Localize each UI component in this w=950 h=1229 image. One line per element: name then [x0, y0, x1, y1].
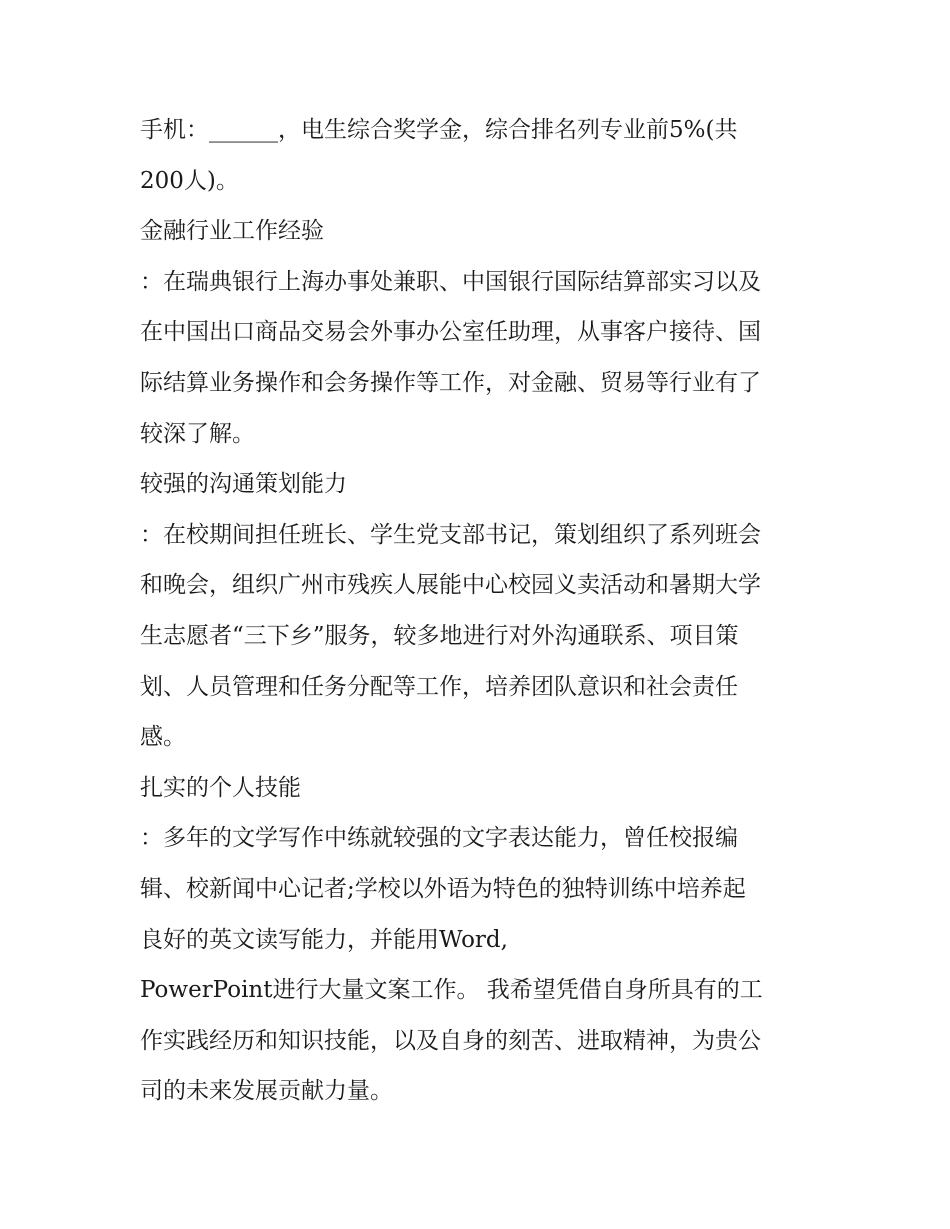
text-line-communication-4: 划、人员管理和任务分配等工作，培养团队意识和社会责任 — [140, 673, 738, 700]
text-line-ranking-total: 200人)。 — [140, 167, 239, 194]
text-line-communication-1: ：在校期间担任班长、学生党支部书记，策划组织了系列班会 — [140, 521, 761, 548]
heading-personal-skills: 扎实的个人技能 — [140, 774, 301, 801]
heading-communication-skills: 较强的沟通策划能力 — [140, 471, 347, 498]
text-line-finance-2: 在中国出口商品交易会外事办公室任助理，从事客户接待、国 — [140, 319, 761, 346]
text-line-skills-4: PowerPoint进行大量文案工作。 我希望凭借自身所具有的工 — [140, 977, 763, 1004]
text-line-finance-4: 较深了解。 — [140, 420, 255, 447]
text-line-closing-1: 作实践经历和知识技能，以及自身的刻苦、进取精神，为贵公 — [140, 1027, 761, 1054]
text-line-skills-1: ：多年的文学写作中练就较强的文字表达能力，曾任校报编 — [140, 825, 738, 852]
text-line-communication-5: 感。 — [140, 724, 186, 751]
text-line-skills-3: 良好的英文读写能力，并能用Word, — [140, 926, 508, 953]
text-line-phone-scholarship: 手机：______，电生综合奖学金，综合排名列专业前5%(共 — [140, 117, 738, 143]
text-line-closing-2: 司的未来发展贡献力量。 — [140, 1078, 393, 1105]
text-line-communication-2: 和晚会，组织广州市残疾人展能中心校园义卖活动和暑期大学 — [140, 572, 761, 599]
text-line-skills-2: 辑、校新闻中心记者;学校以外语为特色的独特训练中培养起 — [140, 875, 746, 902]
text-line-finance-1: ：在瑞典银行上海办事处兼职、中国银行国际结算部实习以及 — [140, 268, 761, 295]
document-page — [140, 105, 830, 1117]
text-line-communication-3: 生志愿者“三下乡”服务，较多地进行对外沟通联系、项目策 — [140, 622, 739, 649]
text-line-finance-3: 际结算业务操作和会务操作等工作，对金融、贸易等行业有了 — [140, 369, 761, 396]
heading-finance-experience: 金融行业工作经验 — [140, 218, 324, 245]
